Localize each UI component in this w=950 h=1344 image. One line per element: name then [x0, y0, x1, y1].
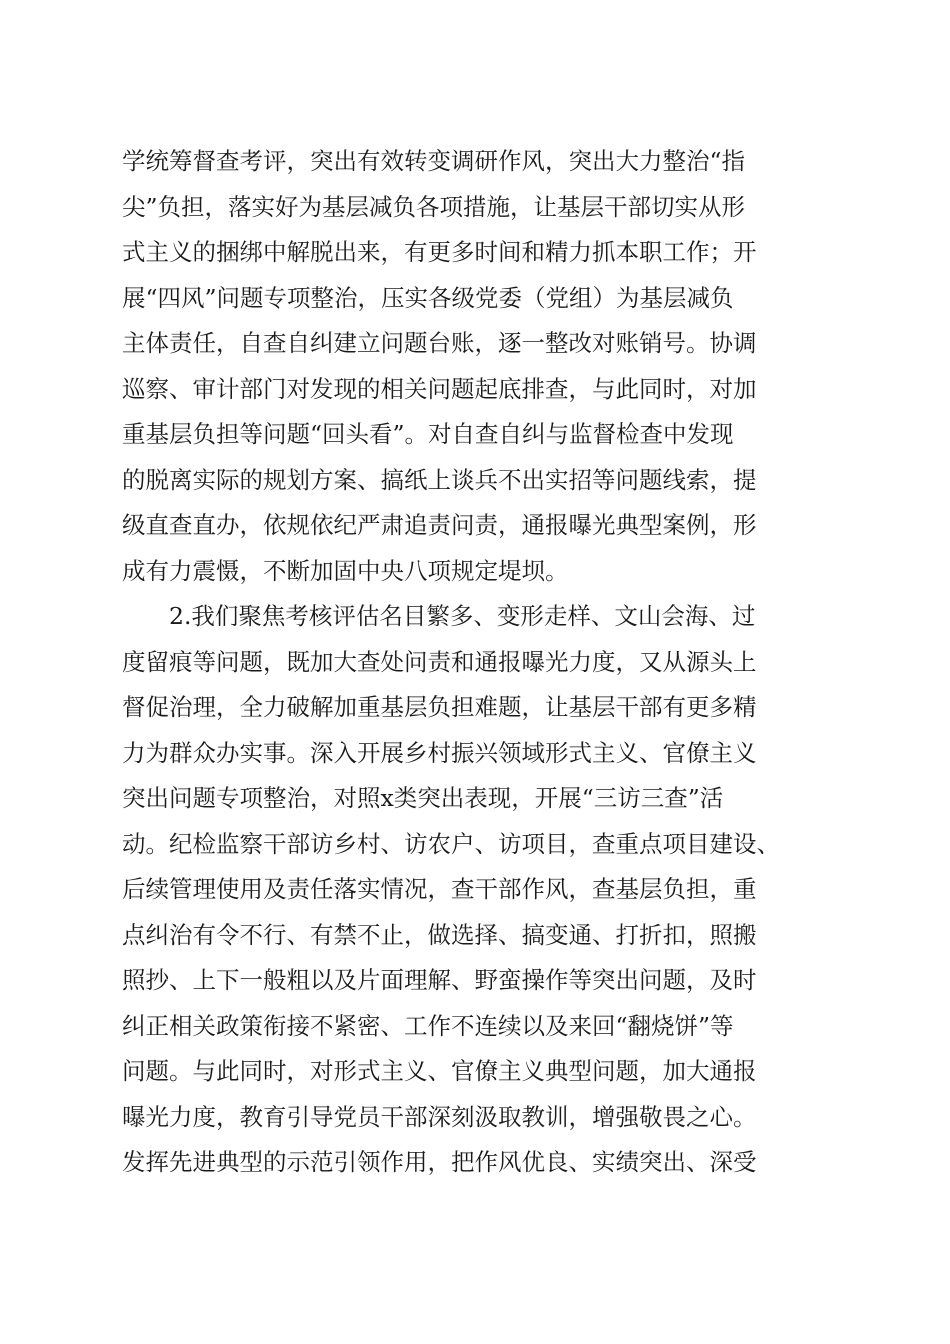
text-line: 督促治理，全力破解加重基层负担难题，让基层干部有更多精 [122, 693, 757, 721]
text-line: 点纠治有令不行、有禁不止，做选择、搞变通、打折扣，照搬 [122, 920, 757, 949]
text-line: 曝光力度，教育引导党员干部深刻汲取教训，增强敬畏之心。 [122, 1102, 757, 1131]
text-line: 成有力震慑，不断加固中央八项规定堤坝。 [122, 556, 569, 585]
text-line: 力为群众办实事。深入开展乡村振兴领域形式主义、官僚主义 [122, 738, 757, 767]
text-line: 后续管理使用及责任落实情况，查干部作风，查基层负担，重 [122, 875, 757, 903]
paragraph-start-line: 2.我们聚焦考核评估名目繁多、变形走样、文山会海、过 [122, 602, 756, 630]
body-text [122, 139, 834, 1186]
text-line: 动。纪检监察干部访乡村、访农户、访项目，查重点项目建设、 [122, 829, 780, 858]
text-line: 尖”负担，落实好为基层减负各项措施，让基层干部切实从形 [122, 192, 746, 221]
text-line: 突出问题专项整治，对照x类突出表现，开展“三访三查”活 [122, 784, 724, 812]
text-line: 级直查直办，依规依纪严肃追责问责，通报曝光典型案例，形 [122, 511, 757, 539]
text-line: 的脱离实际的规划方案、搞纸上谈兵不出实招等问题线索，提 [122, 465, 757, 494]
text-line: 式主义的捆绑中解脱出来，有更多时间和精力抓本职工作；开 [122, 238, 757, 266]
text-line: 学统筹督查考评，突出有效转变调研作风，突出大力整治“指 [122, 147, 746, 175]
text-line: 巡察、审计部门对发现的相关问题起底排查，与此同时，对加 [122, 374, 757, 403]
text-line: 重基层负担等问题“回头看”。对自查自纠与监督检查中发现 [122, 420, 734, 448]
text-line: 问题。与此同时，对形式主义、官僚主义典型问题，加大通报 [122, 1057, 757, 1085]
text-line: 发挥先进典型的示范引领作用，把作风优良、实绩突出、深受 [122, 1148, 757, 1176]
text-line: 照抄、上下一般粗以及片面理解、野蛮操作等突出问题，及时 [122, 966, 757, 994]
text-line: 展“四风”问题专项整治，压实各级党委（党组）为基层减负 [122, 283, 734, 312]
text-line: 纠正相关政策衔接不紧密、工作不连续以及来回“翻烧饼”等 [122, 1011, 734, 1040]
text-line: 主体责任，自查自纠建立问题台账，逐一整改对账销号。协调 [122, 329, 757, 357]
text-line: 度留痕等问题，既加大查处问责和通报曝光力度，又从源头上 [122, 647, 757, 676]
